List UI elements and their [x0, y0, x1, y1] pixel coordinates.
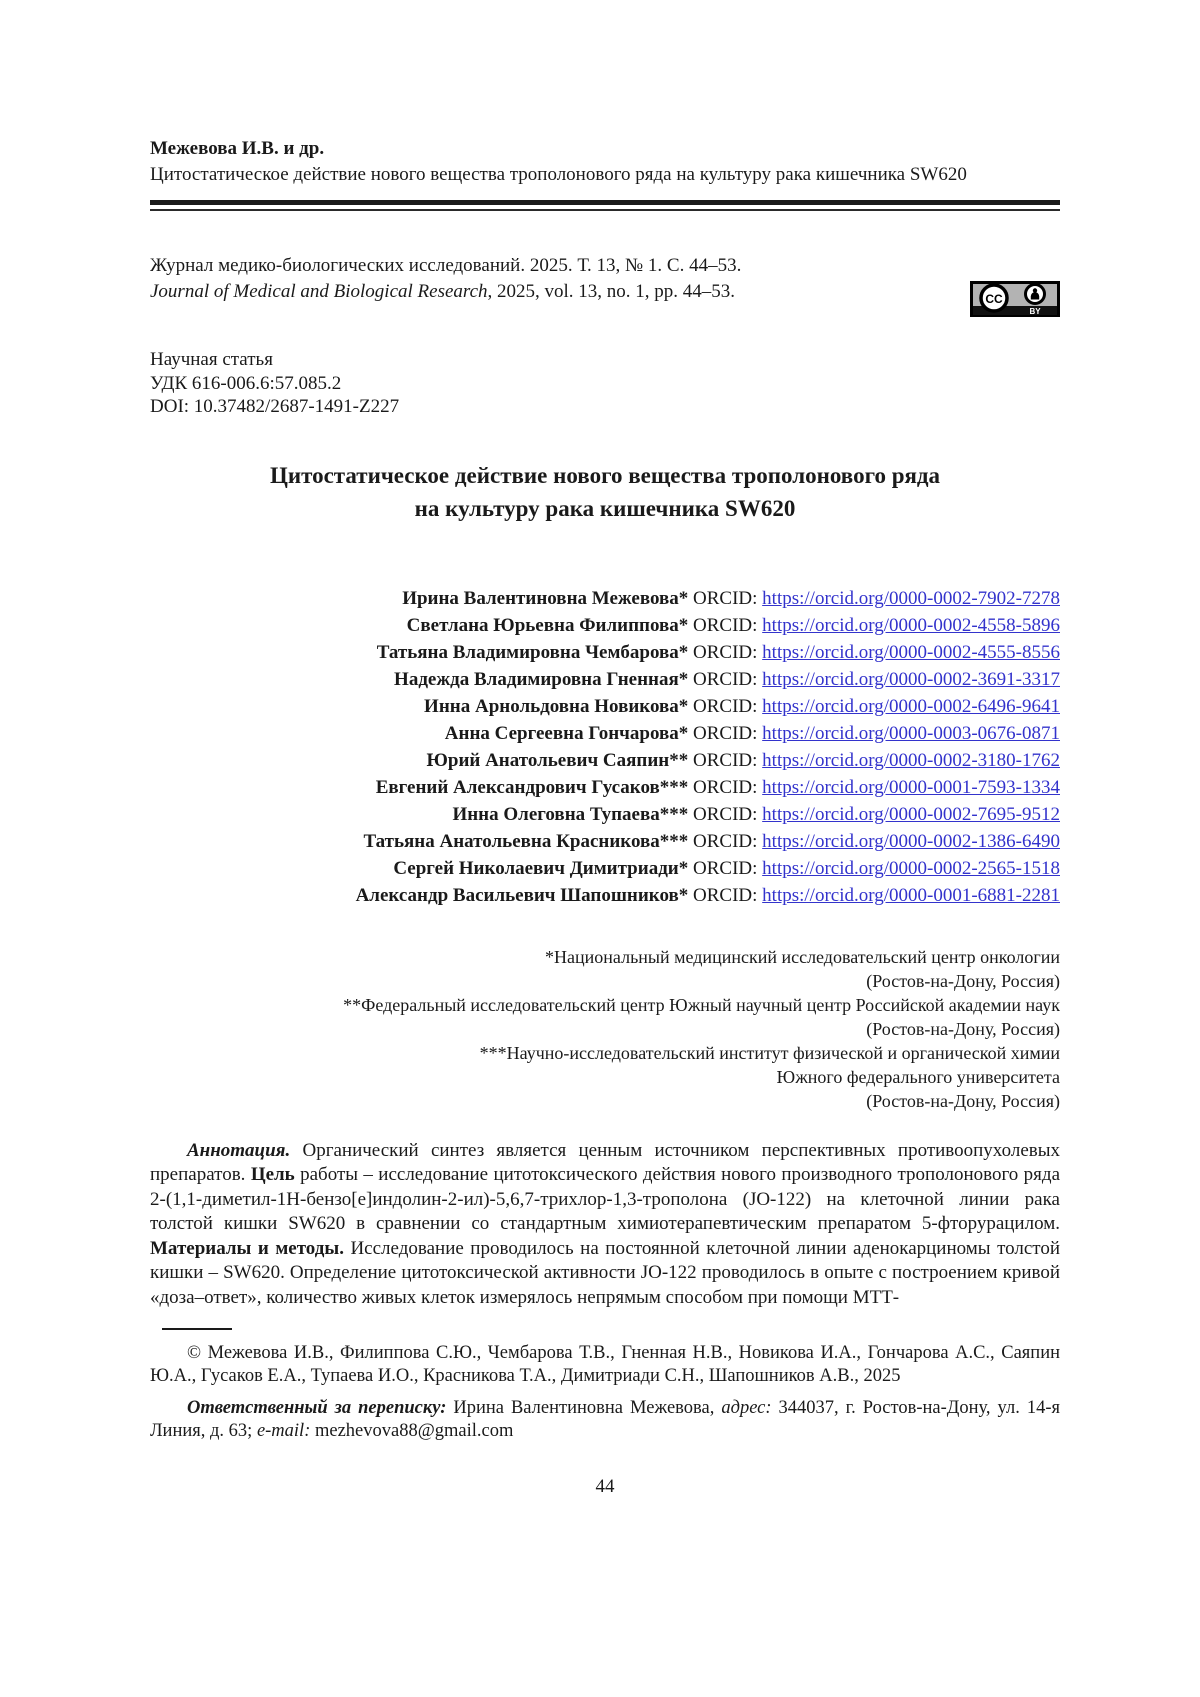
running-header-authors: Межевова И.В. и др. [150, 138, 325, 159]
author-line: Надежда Владимировна Гненная* ORCID: https://orcid.org/0000-0002-3691-3317 [394, 668, 1060, 690]
abstract-methods-label: Материалы и методы. [150, 1237, 344, 1259]
running-header [150, 136, 1060, 188]
orcid-label: ORCID: [693, 722, 763, 744]
by-letters: BY [1029, 307, 1041, 316]
article-title-line2: на культуру рака кишечника SW620 [414, 495, 796, 521]
orcid-link[interactable]: https://orcid.org/0000-0002-4558-5896 [762, 614, 1060, 636]
cc-by-license-badge [970, 281, 1060, 322]
journal-citation-ru: Журнал медико-биологических исследований. 2025. Т. 13, № 1. С. 44–53. [150, 255, 742, 276]
affiliation-line: (Ростов-на-Дону, Россия) [866, 970, 1060, 991]
email-value: mezhevova88@gmail.com [315, 1420, 514, 1441]
author-line: Ирина Валентиновна Межевова* ORCID: https://orcid.org/0000-0002-7902-7278 [402, 587, 1060, 609]
address-value: 344037, г. Ростов-на-Дону, ул. 14-я Линия, д. 63; [150, 1398, 1060, 1441]
affiliation-line: Южного федерального университета [776, 1066, 1060, 1087]
orcid-label: ORCID: [693, 587, 763, 609]
orcid-link[interactable]: https://orcid.org/0000-0002-7695-9512 [762, 803, 1060, 825]
author-line: Татьяна Владимировна Чембарова* ORCID: https://orcid.org/0000-0002-4555-8556 [376, 641, 1060, 663]
journal-citation-en-rest: , 2025, vol. 13, no. 1, pp. 44–53. [487, 281, 736, 302]
orcid-link[interactable]: https://orcid.org/0000-0001-6881-2281 [762, 884, 1060, 906]
abstract-goal-label: Цель [250, 1164, 295, 1185]
orcid-label: ORCID: [693, 884, 763, 906]
article-title [150, 459, 1060, 525]
correspondence-name: Ирина Валентиновна Межевова, [453, 1398, 722, 1418]
affiliation-line: ***Научно-исследовательский институт физической и органической химии [479, 1042, 1060, 1063]
orcid-link[interactable]: https://orcid.org/0000-0003-0676-0871 [762, 722, 1060, 744]
orcid-link[interactable]: https://orcid.org/0000-0002-3691-3317 [762, 668, 1060, 690]
correspondence-paragraph [150, 1397, 1060, 1442]
journal-name-en: Journal of Medical and Biological Research [150, 281, 488, 302]
orcid-label: ORCID: [693, 614, 763, 636]
abstract-text-3: Исследование проводилось на постоянной клеточной линии аденокарциномы толстой кишки – SW620. Определение цитотоксической активности JO-122 проводилось в опыте с построением кривой «доза–ответ», количество живых клеток измерялось непрямым способом при помощи МТТ- [150, 1237, 1061, 1308]
cc-letters: CC [985, 292, 1003, 306]
author-line: Инна Арнольдовна Новикова* ORCID: https://orcid.org/0000-0002-6496-9641 [424, 695, 1060, 717]
orcid-label: ORCID: [693, 668, 763, 690]
cc-by-badge-icon [970, 281, 1060, 317]
author-line: Инна Олеговна Тупаева*** ORCID: https://orcid.org/0000-0002-7695-9512 [452, 803, 1060, 825]
footnote-separator [162, 1328, 232, 1330]
orcid-link[interactable]: https://orcid.org/0000-0002-2565-1518 [762, 857, 1060, 879]
abstract-text-2: работы – исследование цитотоксического действия нового производного трополонового ряда 2-(1,1-диметил-1Н-бензо[е]индолин-2-ил)-5,6,7-трихлор-1,3-трополона (JO-122) на клеточной линии рака толстой кишки SW620 в сравнении со стандартным химиотерапевтическим препаратом 5-фторурацилом. [150, 1164, 1061, 1234]
journal-citations [150, 253, 741, 322]
orcid-label: ORCID: [693, 641, 763, 663]
journal-citation-en [150, 279, 741, 305]
doi-code: DOI: 10.37482/2687-1491-Z227 [150, 396, 400, 417]
affiliation-line: *Национальный медицинский исследовательский центр онкологии [545, 946, 1060, 967]
author-line: Сергей Николаевич Димитриади* ORCID: https://orcid.org/0000-0002-2565-1518 [393, 857, 1060, 879]
email-label: e-mail: [256, 1420, 315, 1441]
journal-citation-block [150, 253, 1060, 322]
orcid-label: ORCID: [693, 695, 763, 717]
udk-code: УДК 616-006.6:57.085.2 [150, 372, 342, 394]
author-line: Анна Сергеевна Гончарова* ORCID: https://orcid.org/0000-0003-0676-0871 [444, 722, 1060, 744]
abstract-label: Аннотация. [187, 1139, 303, 1161]
orcid-label: ORCID: [693, 776, 763, 798]
copyright-line: © Межевова И.В., Филиппова С.Ю., Чембарова Т.В., Гненная Н.В., Новикова И.А., Гончарова А.С., Саяпин Ю.А., Гусаков Е.А., Тупаева И.О., Красникова Т.А., Димитриади С.Н., Шапошников А.В., 2025 [150, 1343, 1060, 1386]
author-line: Светлана Юрьевна Филиппова* ORCID: https://orcid.org/0000-0002-4558-5896 [406, 614, 1060, 636]
abstract-paragraph [150, 1139, 1060, 1311]
author-line: Александр Васильевич Шапошников* ORCID: https://orcid.org/0000-0001-6881-2281 [355, 884, 1060, 906]
address-label: адрес: [721, 1398, 779, 1418]
orcid-link[interactable]: https://orcid.org/0000-0002-1386-6490 [762, 830, 1060, 852]
header-rule-thin [150, 209, 1060, 211]
page-number: 44 [595, 1476, 615, 1497]
abstract-text-1: Органический синтез является ценным источником перспективных противоопухолевых препаратов. [150, 1139, 1060, 1185]
orcid-link[interactable]: https://orcid.org/0000-0001-7593-1334 [762, 776, 1060, 798]
orcid-label: ORCID: [693, 830, 763, 852]
author-line: Юрий Анатольевич Саяпин** ORCID: https://orcid.org/0000-0002-3180-1762 [426, 749, 1060, 771]
orcid-link[interactable]: https://orcid.org/0000-0002-7902-7278 [762, 587, 1060, 609]
orcid-label: ORCID: [693, 749, 763, 771]
article-meta [150, 348, 1060, 419]
affiliation-line: (Ростов-на-Дону, Россия) [866, 1018, 1060, 1039]
author-line: Татьяна Анатольевна Красникова*** ORCID: https://orcid.org/0000-0002-1386-6490 [363, 830, 1060, 852]
affiliation-line: (Ростов-на-Дону, Россия) [866, 1090, 1060, 1111]
running-header-title: Цитостатическое действие нового вещества трополонового ряда на культуру рака кишечника SW620 [150, 164, 967, 185]
orcid-link[interactable]: https://orcid.org/0000-0002-4555-8556 [762, 641, 1060, 663]
orcid-link[interactable]: https://orcid.org/0000-0002-6496-9641 [762, 695, 1060, 717]
affiliation-line: **Федеральный исследовательский центр Южный научный центр Российской академии наук [343, 994, 1060, 1015]
article-type: Научная статья [150, 349, 273, 370]
affiliations [150, 945, 1060, 1113]
author-line: Евгений Александрович Гусаков*** ORCID: https://orcid.org/0000-0001-7593-1334 [375, 776, 1060, 798]
orcid-label: ORCID: [693, 857, 763, 879]
authors-list [150, 585, 1060, 909]
article-title-line1: Цитостатическое действие нового вещества трополонового ряда [269, 462, 941, 488]
correspondence-label: Ответственный за переписку: [187, 1398, 454, 1418]
header-rule-thick [150, 200, 1060, 205]
orcid-label: ORCID: [693, 803, 763, 825]
orcid-link[interactable]: https://orcid.org/0000-0002-3180-1762 [762, 749, 1060, 771]
